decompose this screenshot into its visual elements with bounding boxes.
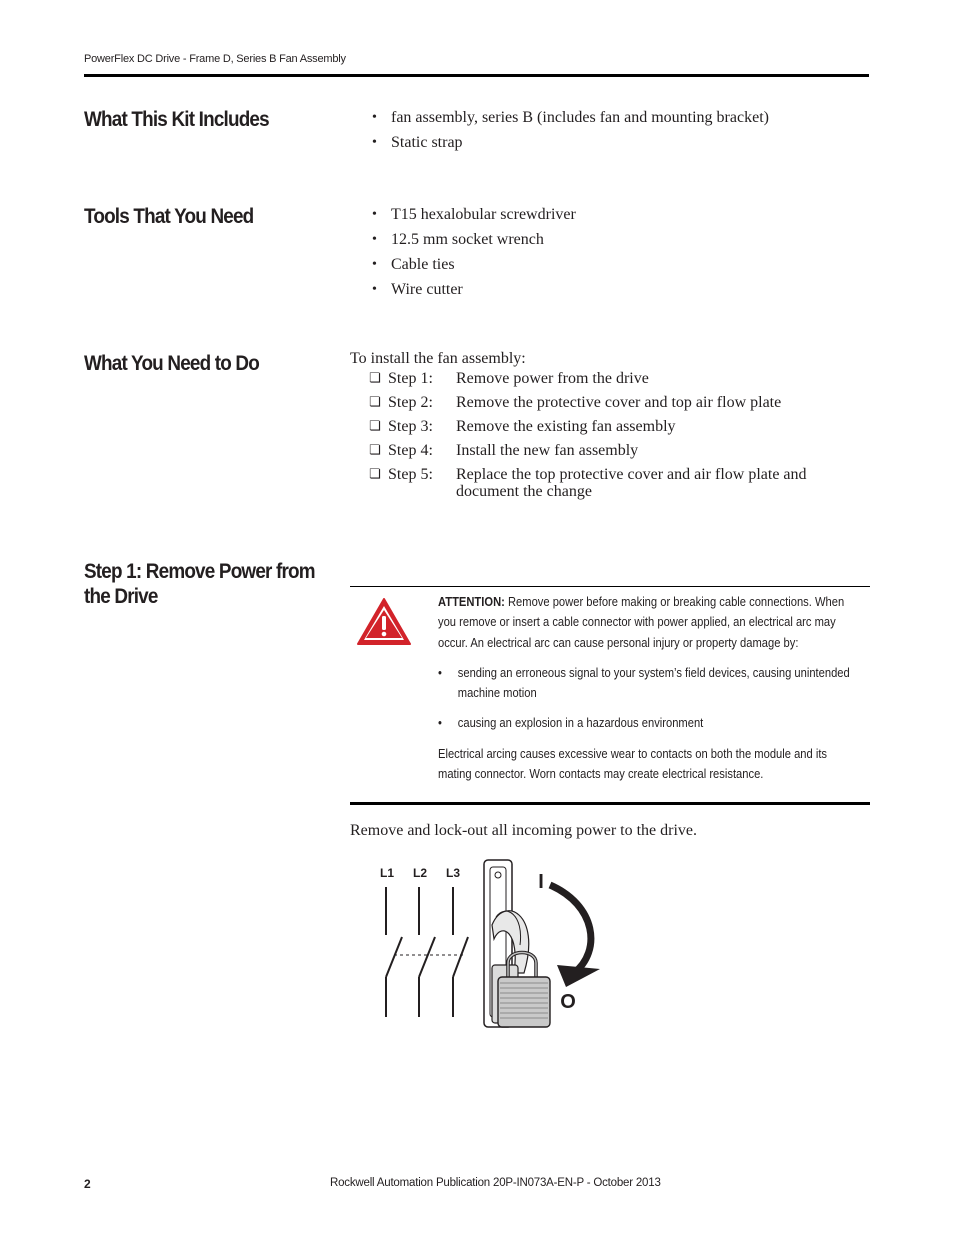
- step-label: Step 5:: [388, 466, 433, 483]
- section-heading-kit: What This Kit Includes: [84, 108, 269, 131]
- attention-intro: [438, 592, 851, 653]
- on-label: I: [538, 871, 544, 893]
- running-header: PowerFlex DC Drive - Frame D, Series B Fan Assembly: [84, 53, 346, 65]
- step-row-2: [369, 394, 829, 411]
- line-label-l2: L2: [412, 866, 428, 880]
- switch-contacts: [386, 887, 468, 1017]
- checkbox-icon: ❏: [369, 371, 381, 386]
- step-label: Step 4:: [388, 442, 433, 459]
- rotation-arrow-icon: [550, 885, 591, 973]
- step-row-4: [369, 442, 829, 459]
- step-text: Remove the existing fan assembly: [456, 418, 676, 435]
- list-item: • fan assembly, series B (includes fan and mounting bracket): [371, 105, 769, 130]
- tools-list: [371, 202, 576, 302]
- footer-publication: Rockwell Automation Publication 20P-IN073A-EN-P - October 2013: [330, 1177, 661, 1189]
- kit-items-list: [371, 105, 769, 155]
- step-text: Remove power from the drive: [456, 370, 649, 387]
- list-item: • Cable ties: [371, 252, 576, 277]
- attention-bullets: [438, 663, 851, 734]
- step-row-5: [369, 466, 829, 500]
- list-item: • sending an erroneous signal to your system’s field devices, causing unintended machine motion: [438, 663, 851, 704]
- line-label-l1: L1: [379, 866, 395, 880]
- heading-line: Step 1: Remove Power from: [84, 560, 315, 583]
- list-item: • T15 hexalobular screwdriver: [371, 202, 576, 227]
- lockout-diagram: [374, 855, 610, 1035]
- section-heading-tools: Tools That You Need: [84, 205, 254, 228]
- attention-closing: Electrical arcing causes excessive wear to contacts on both the module and its mating connector. Worn contacts may create electrical resistance.: [438, 745, 828, 782]
- list-item: • causing an explosion in a hazardous environment: [438, 713, 851, 733]
- off-label: O: [560, 991, 576, 1013]
- attention-notice: [438, 592, 851, 784]
- section-heading-step1: [84, 559, 315, 609]
- step-label: Step 3:: [388, 418, 433, 435]
- todo-intro: To install the fan assembly:: [350, 350, 526, 367]
- attention-bottom-rule: [350, 802, 870, 805]
- body-paragraph: Remove and lock-out all incoming power to the drive.: [350, 822, 698, 839]
- step-label: Step 2:: [388, 394, 433, 411]
- list-item: • Wire cutter: [371, 277, 576, 302]
- line-label-l3: L3: [445, 866, 461, 880]
- arrow-head-icon: [557, 965, 600, 987]
- checkbox-icon: ❏: [369, 395, 381, 410]
- page-number: 2: [84, 1177, 91, 1191]
- attention-top-rule: [350, 586, 870, 587]
- step-checklist: [369, 370, 829, 507]
- heading-line: the Drive: [84, 585, 158, 608]
- attention-text: Remove power before making or breaking cable connections. When you remove or insert a cable connector with power applied, an electrical arc may occur. An electrical arc can cause personal injury or property damage by:: [438, 594, 845, 650]
- checkbox-icon: ❏: [369, 467, 381, 482]
- step-text: Install the new fan assembly: [456, 442, 639, 459]
- list-item: • 12.5 mm socket wrench: [371, 227, 576, 252]
- checkbox-icon: ❏: [369, 443, 381, 458]
- attention-lead: ATTENTION:: [438, 594, 505, 609]
- list-item: • Static strap: [371, 130, 769, 155]
- step-row-3: [369, 418, 829, 435]
- warning-triangle-icon: [356, 597, 412, 647]
- step-text: Remove the protective cover and top air flow plate: [456, 394, 782, 411]
- checkbox-icon: ❏: [369, 419, 381, 434]
- step-label: Step 1:: [388, 370, 433, 387]
- step-row-1: [369, 370, 829, 387]
- section-heading-todo: What You Need to Do: [84, 352, 260, 375]
- header-rule: [84, 74, 869, 77]
- step-text: Replace the top protective cover and air flow plate and document the change: [456, 466, 807, 500]
